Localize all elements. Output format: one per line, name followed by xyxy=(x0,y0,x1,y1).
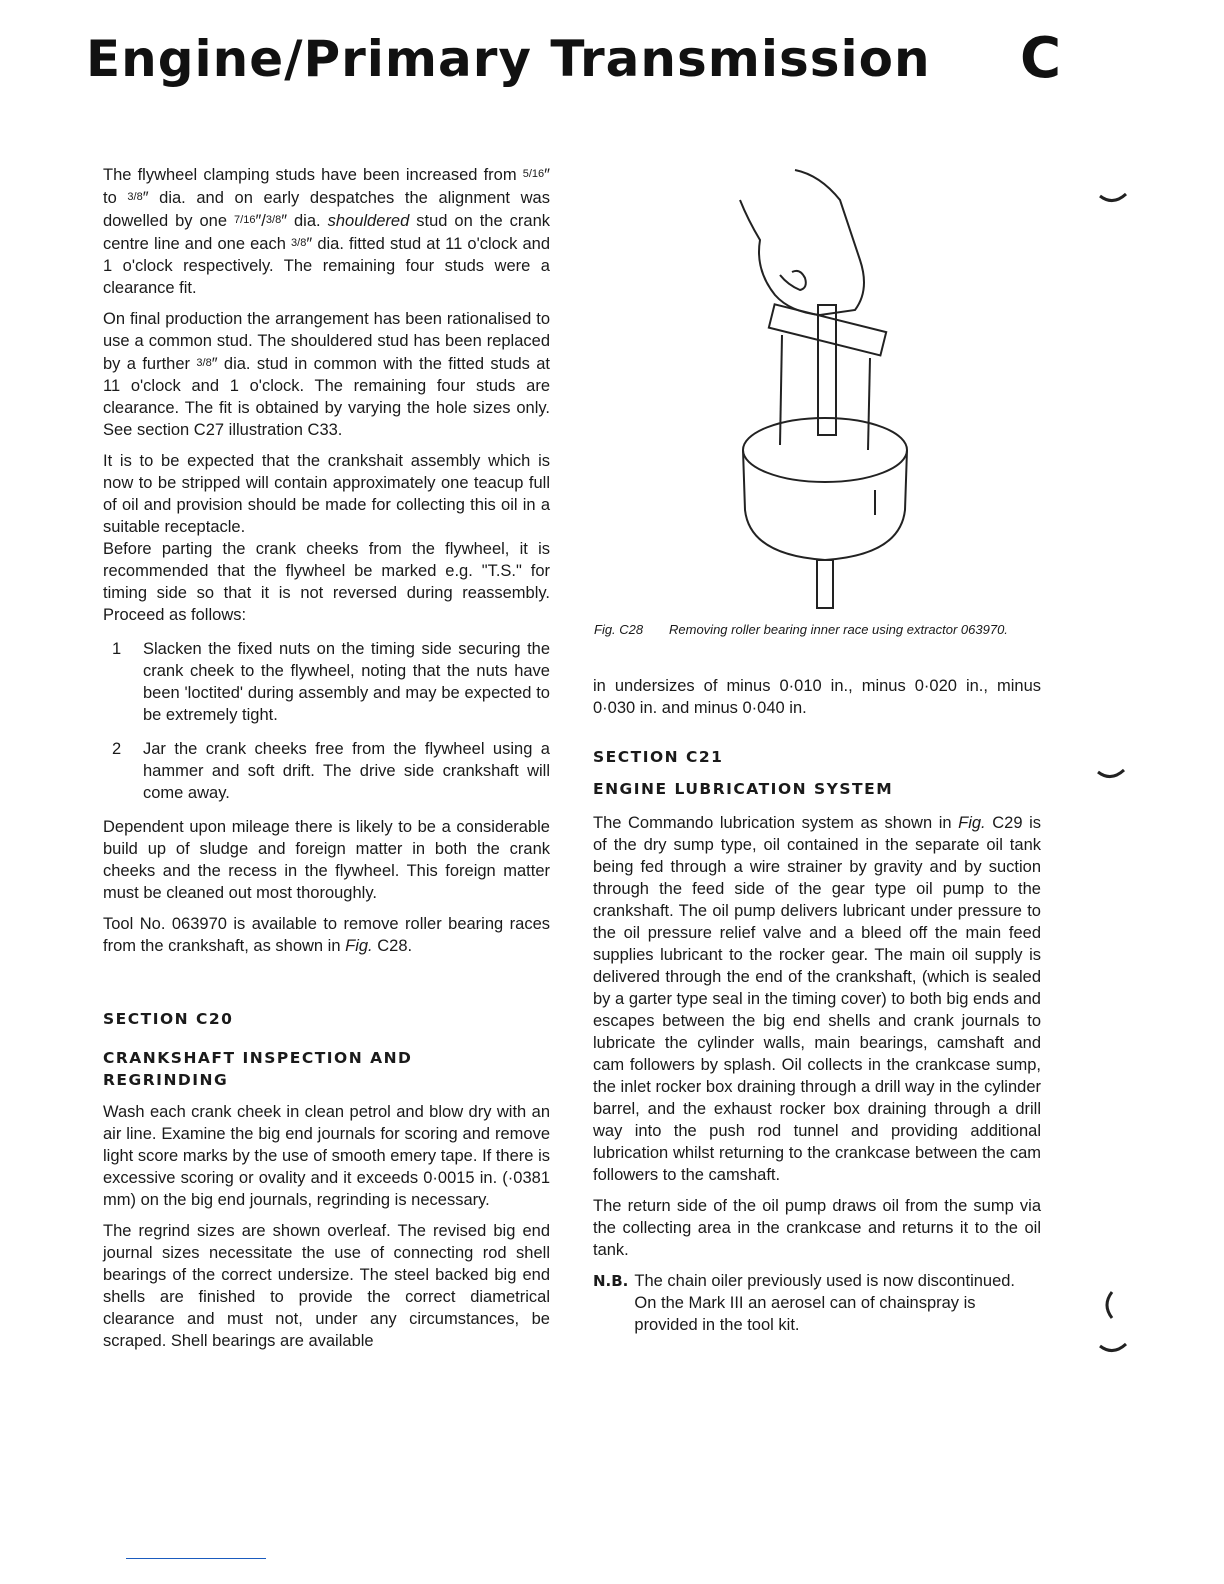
fraction: 3/8 xyxy=(291,237,307,249)
extractor-screw xyxy=(818,305,836,435)
nb-text: The chain oiler previously used is now discontinued. On the Mark III an aerosel can of chainspray is provided in the tool kit. xyxy=(634,1272,1016,1334)
flywheel-body xyxy=(743,450,907,560)
nota-bene xyxy=(593,1270,1041,1336)
caption-label: Fig. C28 xyxy=(594,622,644,637)
step-text: Jar the crank cheeks free from the flywheel using a hammer and soft drift. The drive side crankshaft will come away. xyxy=(143,740,550,802)
caption-text: Removing roller bearing inner race using extractor 063970. xyxy=(669,622,1008,637)
fraction: 3/8 xyxy=(265,214,282,226)
paragraph-final-production: On final production the arrangement has been rationalised to use a common stud. The shouldered stud has been replaced by a further 3/8″ dia. stud in common with the fitted studs at 11 o'clock and 1 o'clock. The remaining four studs are clearance. The fit is obtained by varying the hole sizes only. See section C27 illustration C33. xyxy=(103,310,550,439)
section-c21-label: SECTION C21 xyxy=(593,748,724,766)
section-c20-label: SECTION C20 xyxy=(103,1010,234,1028)
crankshaft-end xyxy=(817,560,833,608)
section-c21-title: ENGINE LUBRICATION SYSTEM xyxy=(593,780,894,798)
paragraph-lubrication-system: The Commando lubrication system as shown in Fig. C29 is of the dry sump type, oil contained in the separate oil tank being fed through a wire strainer by gravity and by suction through the feed side of the gear type oil pump to the crankshaft. The oil pump delivers lubricant under pressure to the oil pressure relief valve and a bleed off the main feed supplies lubricant to the rocker gear. The main oil supply is delivered through the end of the crankshaft, (which is sealed by a garter type seal in the timing cover) to both big ends and escapes between the big end shells and crank journals to lubricate the cylinder walls, main bearings, camshaft and cam followers by splash. Oil collects in the crankcase sump, the inlet rocker box draining through a drill way in the cylinder barrel, and the exhaust rocker box draining through a drill way into the push rod tunnel and providing additional lubrication whilst returning to the crankcase between the cam followers to the camshaft. xyxy=(593,814,1041,1184)
margin-mark xyxy=(1098,192,1128,206)
section-letter: C xyxy=(1020,26,1062,91)
step-text: Slacken the fixed nuts on the timing side securing the crank cheek to the flywheel, noting that the nuts have been 'loctited' during assembly and may be expected to be extremely tight. xyxy=(143,640,550,724)
fraction: 3/8 xyxy=(196,357,212,369)
fraction: 3/8 xyxy=(127,191,143,203)
paragraph-sludge: Dependent upon mileage there is likely to be a considerable build up of sludge and foreign matter in both the crank cheeks and the recess in the flywheel. This foreign matter must be cleaned out most thoroughly. xyxy=(103,818,550,902)
extractor-leg-right xyxy=(868,358,870,450)
procedure-step xyxy=(103,738,550,804)
procedure-step xyxy=(103,638,550,726)
paragraph-undersizes: in undersizes of minus 0·010 in., minus 0·020 in., minus 0·030 in. and minus 0·040 in. xyxy=(593,677,1041,717)
step-number: 1 xyxy=(112,640,122,658)
paragraph-oil-expected: It is to be expected that the crankshait assembly which is now to be stripped will contain approximately one teacup full of oil and provision should be made for collecting this oil in a suitable receptacle. xyxy=(103,452,550,536)
left-column xyxy=(103,163,550,1361)
procedure-steps xyxy=(103,638,550,804)
page-title: Engine/Primary Transmission xyxy=(86,30,931,88)
paragraph-return-side: The return side of the oil pump draws oil from the sump via the collecting area in the crankcase and returns it to the oil tank. xyxy=(593,1197,1041,1259)
section-c20-title: CRANKSHAFT INSPECTION AND REGRINDING xyxy=(103,1049,413,1089)
paragraph-flywheel-studs: The flywheel clamping studs have been increased from 5/16″ to 3/8″ dia. and on early despatches the alignment was dowelled by one 7/16″/3/8″ dia. shouldered stud on the crank centre line and one each 3/8″ dia. fitted stud at 11 o'clock and 1 o'clock respectively. The remaining four studs were a clearance fit. xyxy=(103,166,550,297)
margin-mark xyxy=(1096,768,1126,782)
nb-label: N.B. xyxy=(593,1272,629,1290)
hand-outline xyxy=(740,170,864,315)
extractor-illustration xyxy=(700,160,960,620)
fraction: 7/16 xyxy=(234,214,256,226)
emphasis: shouldered xyxy=(327,212,410,230)
fig-reference: Fig. xyxy=(958,814,986,832)
margin-mark xyxy=(1100,1290,1114,1320)
extractor-leg-left xyxy=(780,335,782,445)
margin-mark xyxy=(1098,1342,1128,1356)
paragraph-mark-flywheel: Before parting the crank cheeks from the flywheel, it is recommended that the flywheel be marked e.g. "T.S." for timing side so that it is not reversed during reassembly. Proceed as follows: xyxy=(103,540,550,624)
fig-reference: Fig. xyxy=(345,937,373,955)
thumb-outline xyxy=(780,271,806,290)
step-number: 2 xyxy=(112,740,122,758)
paragraph-wash-crank: Wash each crank cheek in clean petrol and blow dry with an air line. Examine the big end journals for scoring and remove light score marks by the use of smooth emery tape. If there is excessive scoring or ovality and it exceeds 0·0015 in. (·0381 mm) on the big end journals, regrinding is necessary. xyxy=(103,1103,550,1209)
fraction: 5/16 xyxy=(522,168,545,180)
figure-caption xyxy=(594,621,1044,638)
flywheel-top xyxy=(743,418,907,482)
extractor-bar xyxy=(769,304,886,355)
paragraph-tool-number: Tool No. 063970 is available to remove roller bearing races from the crankshaft, as shown in Fig. C28. xyxy=(103,915,550,955)
paragraph-regrind-sizes: The regrind sizes are shown overleaf. The revised big end journal sizes necessitate the use of connecting rod shell bearings of the correct undersize. The steel backed big end shells are finished to provide the correct diametrical clearance and must not, under any circumstances, be scraped. Shell bearings are available xyxy=(103,1222,550,1350)
footer-rule xyxy=(126,1558,266,1559)
right-column xyxy=(593,675,1041,1336)
